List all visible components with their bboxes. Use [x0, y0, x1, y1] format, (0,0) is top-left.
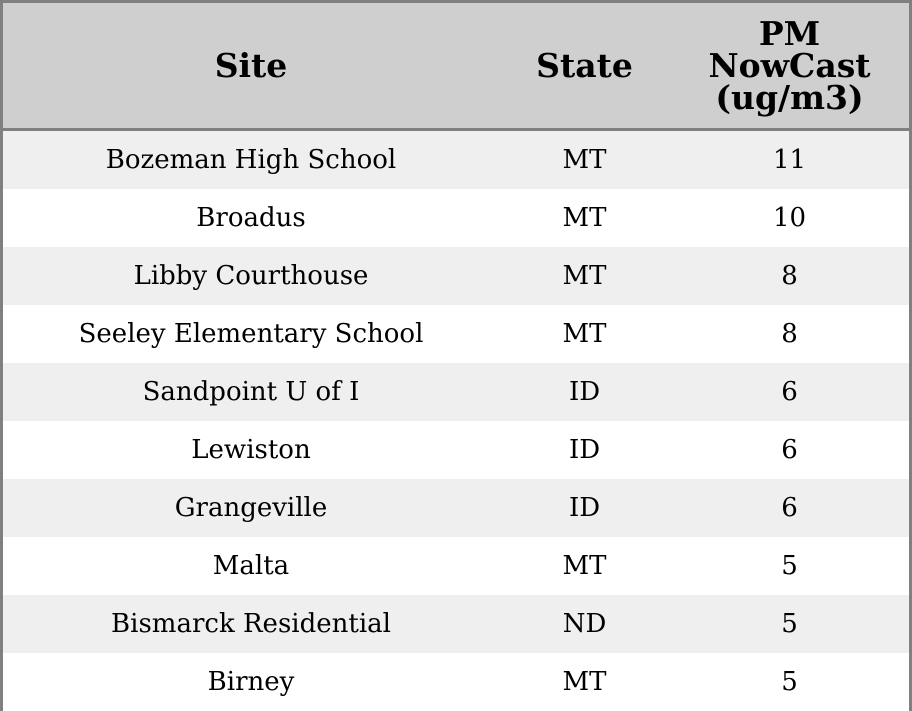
- table-row: [3, 595, 909, 653]
- cell-site: Bismarck Residential: [3, 595, 499, 653]
- column-header-pm-line-1: PM: [758, 13, 821, 53]
- cell-state: ND: [499, 595, 670, 653]
- cell-site: Sandpoint U of I: [3, 363, 499, 421]
- table-row: [3, 189, 909, 247]
- cell-pm-nowcast: 11: [670, 130, 909, 190]
- cell-state: MT: [499, 247, 670, 305]
- cell-pm-nowcast: 5: [670, 595, 909, 653]
- table-row: [3, 479, 909, 537]
- cell-pm-nowcast: 10: [670, 189, 909, 247]
- pm-nowcast-table: [3, 3, 909, 711]
- table-row: [3, 363, 909, 421]
- cell-site: Birney: [3, 653, 499, 711]
- cell-pm-nowcast: 8: [670, 305, 909, 363]
- table-row: [3, 305, 909, 363]
- table-row: [3, 247, 909, 305]
- cell-state: ID: [499, 421, 670, 479]
- cell-state: MT: [499, 537, 670, 595]
- cell-pm-nowcast: 6: [670, 363, 909, 421]
- table-header: [3, 3, 909, 130]
- cell-site: Libby Courthouse: [3, 247, 499, 305]
- cell-pm-nowcast: 6: [670, 421, 909, 479]
- table-body: [3, 130, 909, 711]
- cell-site: Bozeman High School: [3, 130, 499, 190]
- cell-site: Malta: [3, 537, 499, 595]
- column-header-site-label: Site: [214, 45, 288, 85]
- cell-site: Seeley Elementary School: [3, 305, 499, 363]
- table-row: [3, 537, 909, 595]
- cell-pm-nowcast: 5: [670, 537, 909, 595]
- cell-state: MT: [499, 130, 670, 190]
- table-row: [3, 421, 909, 479]
- cell-pm-nowcast: 6: [670, 479, 909, 537]
- cell-state: ID: [499, 479, 670, 537]
- cell-pm-nowcast: 5: [670, 653, 909, 711]
- column-header-state-label: State: [536, 45, 633, 85]
- column-header-state: [499, 3, 670, 130]
- cell-site: Lewiston: [3, 421, 499, 479]
- column-header-pm-line-3: (ug/m3): [715, 77, 864, 117]
- column-header-pm-nowcast: [670, 3, 909, 130]
- header-row: [3, 3, 909, 130]
- table-row: [3, 130, 909, 190]
- cell-state: MT: [499, 189, 670, 247]
- column-header-site: [3, 3, 499, 130]
- cell-site: Broadus: [3, 189, 499, 247]
- table-row: [3, 653, 909, 711]
- cell-state: MT: [499, 653, 670, 711]
- cell-state: MT: [499, 305, 670, 363]
- cell-site: Grangeville: [3, 479, 499, 537]
- cell-state: ID: [499, 363, 670, 421]
- column-header-pm-line-2: NowCast: [708, 45, 871, 85]
- cell-pm-nowcast: 8: [670, 247, 909, 305]
